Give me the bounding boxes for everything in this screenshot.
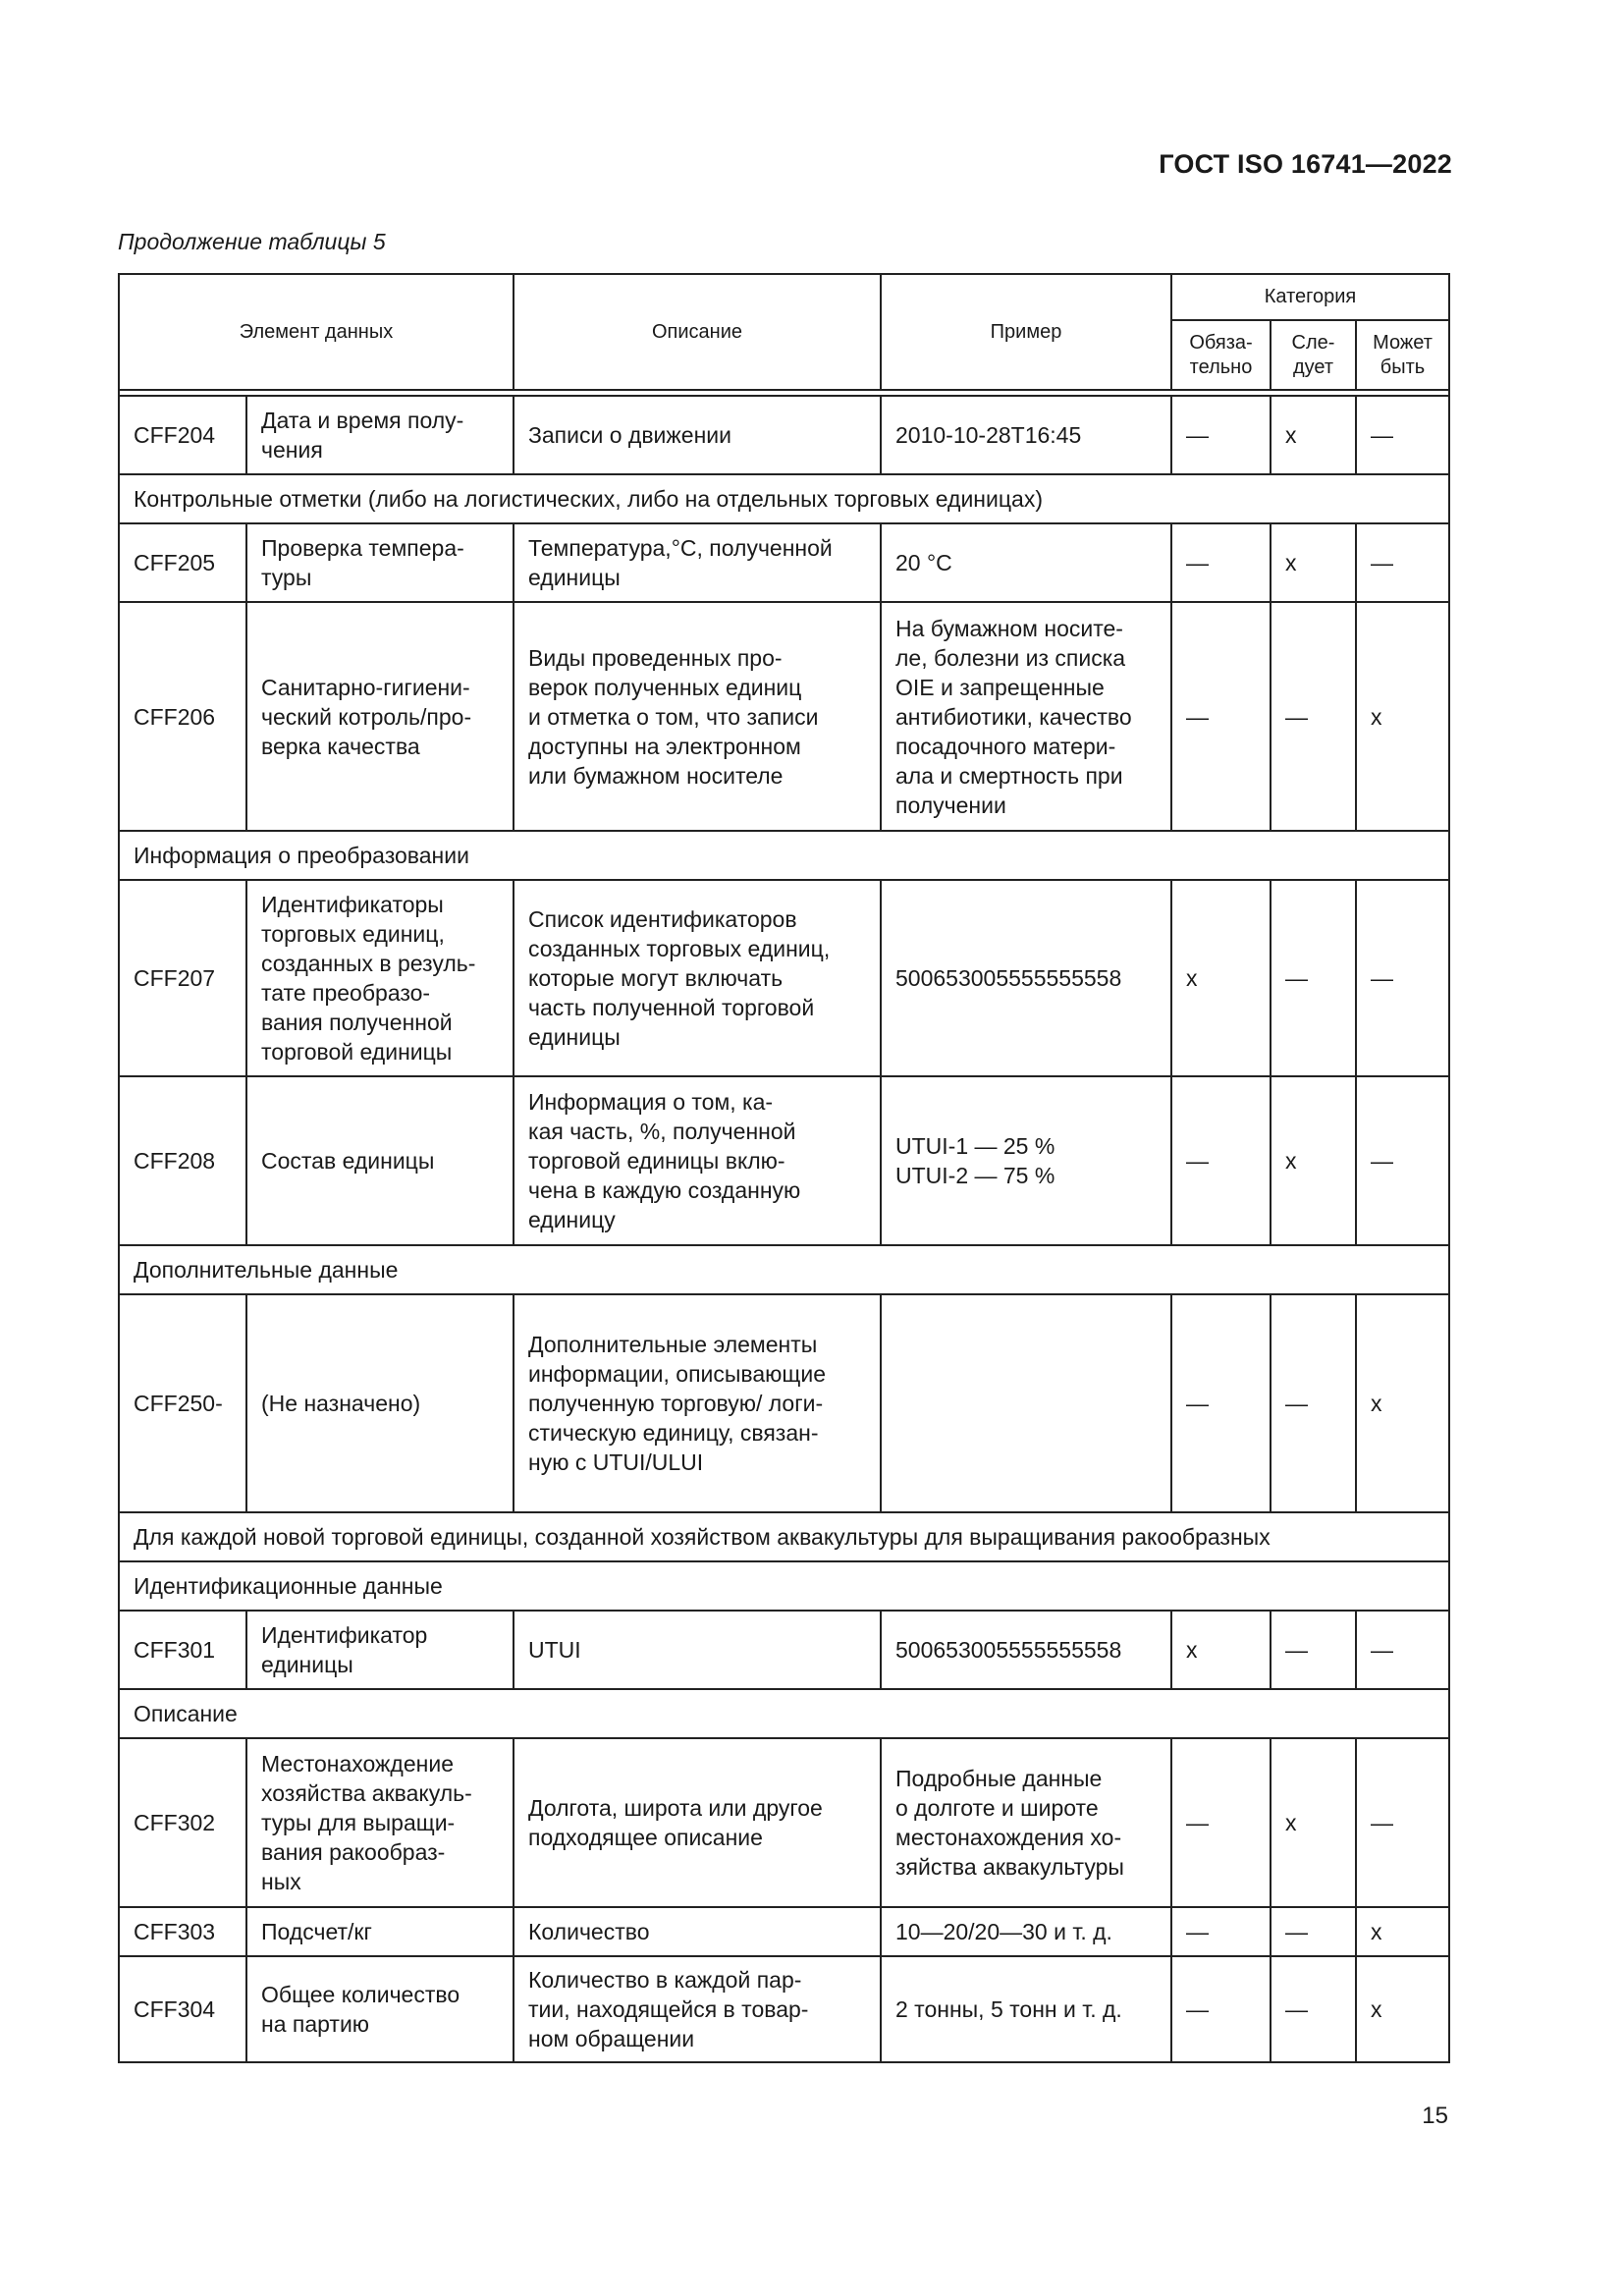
table-row: [119, 396, 1449, 474]
document-id: ГОСТ ISO 16741—2022: [1159, 149, 1452, 179]
category-mandatory: —: [1171, 1738, 1271, 1907]
header-element: Элемент данных: [119, 274, 514, 390]
section-title: Информация о преобразовании: [119, 831, 1449, 880]
category-mandatory: —: [1171, 1076, 1271, 1245]
header-example: Пример: [881, 274, 1171, 390]
element-name: Идентификатор единицы: [246, 1611, 514, 1689]
element-code: CFF304: [119, 1956, 246, 2062]
category-should: —: [1271, 602, 1356, 831]
category-may: —: [1356, 1076, 1449, 1245]
section-title: Контрольные отметки (либо на логистических, либо на отдельных торговых единицах): [119, 474, 1449, 523]
element-description: Список идентификаторов созданных торговых единиц, которые могут включать часть полученной торговой единицы: [514, 880, 881, 1076]
element-code: CFF302: [119, 1738, 246, 1907]
element-description: Дополнительные элементы информации, описывающие полученную торговую/ логи- стическую единицу, связан- ную с UTUI/ULUI: [514, 1294, 881, 1512]
element-example: 2 тонны, 5 тонн и т. д.: [881, 1956, 1171, 2062]
category-may: —: [1356, 880, 1449, 1076]
section-title: Идентификационные данные: [119, 1561, 1449, 1611]
category-should: —: [1271, 1907, 1356, 1956]
element-example: 500653005555555558: [881, 880, 1171, 1076]
category-mandatory: —: [1171, 1294, 1271, 1512]
element-description: Температура,°C, полученной единицы: [514, 523, 881, 602]
table-row: [119, 1907, 1449, 1956]
category-may: x: [1356, 1907, 1449, 1956]
element-example: 2010-10-28T16:45: [881, 396, 1171, 474]
table-row: [119, 1956, 1449, 2062]
table-caption: Продолжение таблицы 5: [118, 229, 386, 254]
data-elements-table: [118, 273, 1450, 2063]
category-should: x: [1271, 1738, 1356, 1907]
section-row: [119, 1512, 1449, 1561]
element-example: На бумажном носите- ле, болезни из списка OIE и запрещенные антибиотики, качество посадочного матери- ала и смертность при получении: [881, 602, 1171, 831]
category-may: x: [1356, 602, 1449, 831]
table-row: [119, 1294, 1449, 1512]
element-name: Состав единицы: [246, 1076, 514, 1245]
section-row: [119, 1245, 1449, 1294]
table-row: [119, 1076, 1449, 1245]
element-name: Проверка темпера- туры: [246, 523, 514, 602]
element-name: Местонахождение хозяйства аквакуль- туры для выращи- вания ракообраз- ных: [246, 1738, 514, 1907]
element-name: Подсчет/кг: [246, 1907, 514, 1956]
category-should: —: [1271, 1611, 1356, 1689]
table-row: [119, 523, 1449, 602]
category-mandatory: —: [1171, 1907, 1271, 1956]
element-code: CFF204: [119, 396, 246, 474]
table-head: [119, 274, 1449, 390]
category-should: —: [1271, 1956, 1356, 2062]
element-code: CFF207: [119, 880, 246, 1076]
category-mandatory: —: [1171, 523, 1271, 602]
section-title: Описание: [119, 1689, 1449, 1738]
category-mandatory: x: [1171, 880, 1271, 1076]
element-example: 10—20/20—30 и т. д.: [881, 1907, 1171, 1956]
element-code: CFF303: [119, 1907, 246, 1956]
header-should: Сле- дует: [1271, 320, 1356, 390]
header-mandatory: Обяза- тельно: [1171, 320, 1271, 390]
category-may: x: [1356, 1294, 1449, 1512]
element-code: CFF301: [119, 1611, 246, 1689]
section-row: [119, 1689, 1449, 1738]
header-may: Может быть: [1356, 320, 1449, 390]
table-row: [119, 880, 1449, 1076]
category-should: x: [1271, 1076, 1356, 1245]
category-may: —: [1356, 1611, 1449, 1689]
table-row: [119, 1611, 1449, 1689]
table-row: [119, 602, 1449, 831]
category-should: —: [1271, 880, 1356, 1076]
table-body: [119, 390, 1449, 2062]
section-row: [119, 831, 1449, 880]
element-name: Санитарно-гигиени- ческий котроль/про- верка качества: [246, 602, 514, 831]
section-title: Для каждой новой торговой единицы, созданной хозяйством аквакультуры для выращивания ракообразных: [119, 1512, 1449, 1561]
section-row: [119, 1561, 1449, 1611]
category-mandatory: —: [1171, 602, 1271, 831]
element-code: CFF206: [119, 602, 246, 831]
element-name: Дата и время полу- чения: [246, 396, 514, 474]
element-example: UTUI-1 — 25 % UTUI-2 — 75 %: [881, 1076, 1171, 1245]
category-may: x: [1356, 1956, 1449, 2062]
element-description: Количество в каждой пар- тии, находящейся в товар- ном обращении: [514, 1956, 881, 2062]
element-name: Общее количество на партию: [246, 1956, 514, 2062]
section-row: [119, 474, 1449, 523]
element-example: [881, 1294, 1171, 1512]
element-description: Долгота, широта или другое подходящее описание: [514, 1738, 881, 1907]
category-may: —: [1356, 396, 1449, 474]
element-name: Идентификаторы торговых единиц, созданных в резуль- тате преобразо- вания полученной торговой единицы: [246, 880, 514, 1076]
element-description: Записи о движении: [514, 396, 881, 474]
category-mandatory: —: [1171, 396, 1271, 474]
category-should: —: [1271, 1294, 1356, 1512]
header-description: Описание: [514, 274, 881, 390]
element-example: 500653005555555558: [881, 1611, 1171, 1689]
element-description: UTUI: [514, 1611, 881, 1689]
category-mandatory: x: [1171, 1611, 1271, 1689]
element-code: CFF205: [119, 523, 246, 602]
page-number: 15: [1422, 2103, 1448, 2129]
element-code: CFF208: [119, 1076, 246, 1245]
section-title: Дополнительные данные: [119, 1245, 1449, 1294]
element-description: Информация о том, ка- кая часть, %, полученной торговой единицы вклю- чена в каждую созданную единицу: [514, 1076, 881, 1245]
table-row: [119, 1738, 1449, 1907]
category-should: x: [1271, 396, 1356, 474]
element-example: Подробные данные о долготе и широте местонахождения хо- зяйства аквакультуры: [881, 1738, 1171, 1907]
element-description: Количество: [514, 1907, 881, 1956]
element-code: CFF250-: [119, 1294, 246, 1512]
category-should: x: [1271, 523, 1356, 602]
category-mandatory: —: [1171, 1956, 1271, 2062]
category-may: —: [1356, 1738, 1449, 1907]
element-name: (Не назначено): [246, 1294, 514, 1512]
element-description: Виды проведенных про- верок полученных единиц и отметка о том, что записи доступны на электронном или бумажном носителе: [514, 602, 881, 831]
element-example: 20 °C: [881, 523, 1171, 602]
category-may: —: [1356, 523, 1449, 602]
header-category: Категория: [1171, 274, 1449, 320]
